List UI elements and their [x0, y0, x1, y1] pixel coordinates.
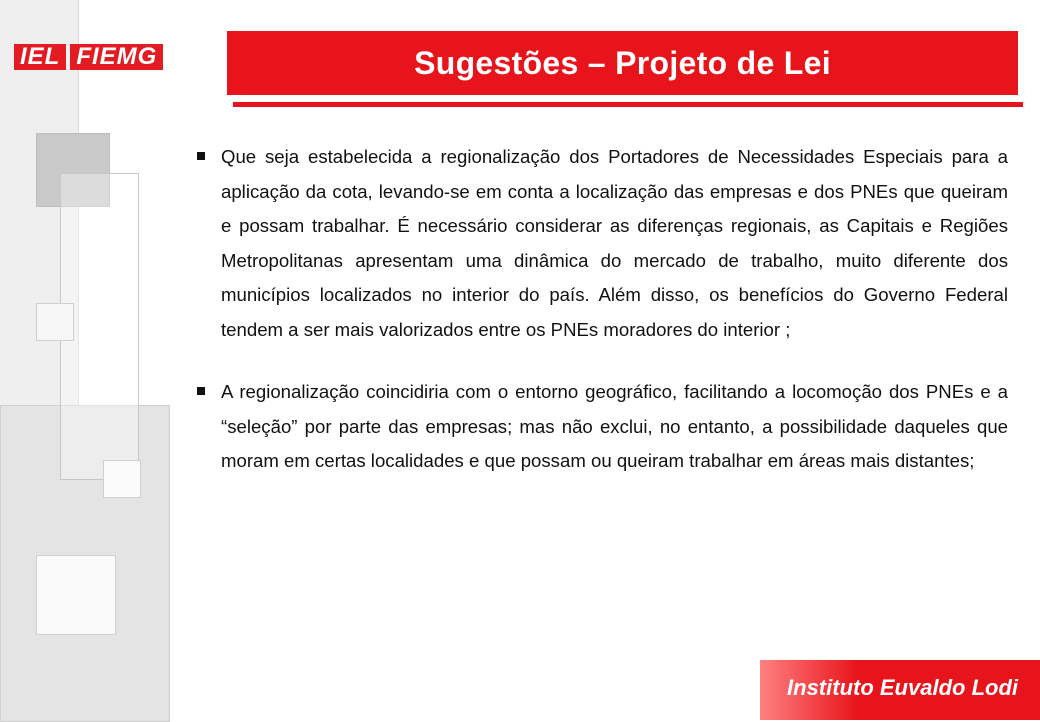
bullet-item [196, 375, 1008, 479]
deco-square-white-small [103, 460, 141, 498]
bullet-text: Que seja estabelecida a regionalização dos Portadores de Necessidades Especiais para a aplicação da cota, levando-se em conta a localização das empresas e dos PNEs que queiram e possam trabalhar. É necessário considerar as diferenças regionais, as Capitais e Regiões Metropolitanas apresentam uma dinâmica do mercado de trabalho, muito diferente dos municípios localizados no interior do país. Além disso, os benefícios do Governo Federal tendem a ser mais valorizados entre os PNEs moradores do interior ; [221, 146, 1008, 340]
deco-square-small [36, 303, 74, 341]
logo-iel: IEL [14, 44, 66, 70]
iel-fiemg-logo [14, 42, 163, 72]
footer-label: Instituto Euvaldo Lodi [787, 675, 1018, 700]
page-title: Sugestões – Projeto de Lei [414, 44, 831, 81]
content-body [196, 140, 1008, 479]
bullet-item [196, 140, 1008, 347]
bullet-text: A regionalização coincidiria com o entorno geográfico, facilitando a locomoção dos PNEs e a “seleção” por parte das empresas; mas não exclui, no entanto, a possibilidade daqueles que moram em certas localidades e que possam ou queiram trabalhar em áreas mais distantes; [221, 381, 1008, 471]
title-underline [233, 102, 1023, 107]
logo-fiemg: FIEMG [70, 44, 163, 70]
background-decoration [0, 0, 200, 720]
bullet-square-icon [196, 375, 221, 395]
title-bar [227, 31, 1018, 95]
deco-square-white-large [36, 555, 116, 635]
bullet-square-icon [196, 140, 221, 160]
footer-banner [760, 660, 1040, 720]
